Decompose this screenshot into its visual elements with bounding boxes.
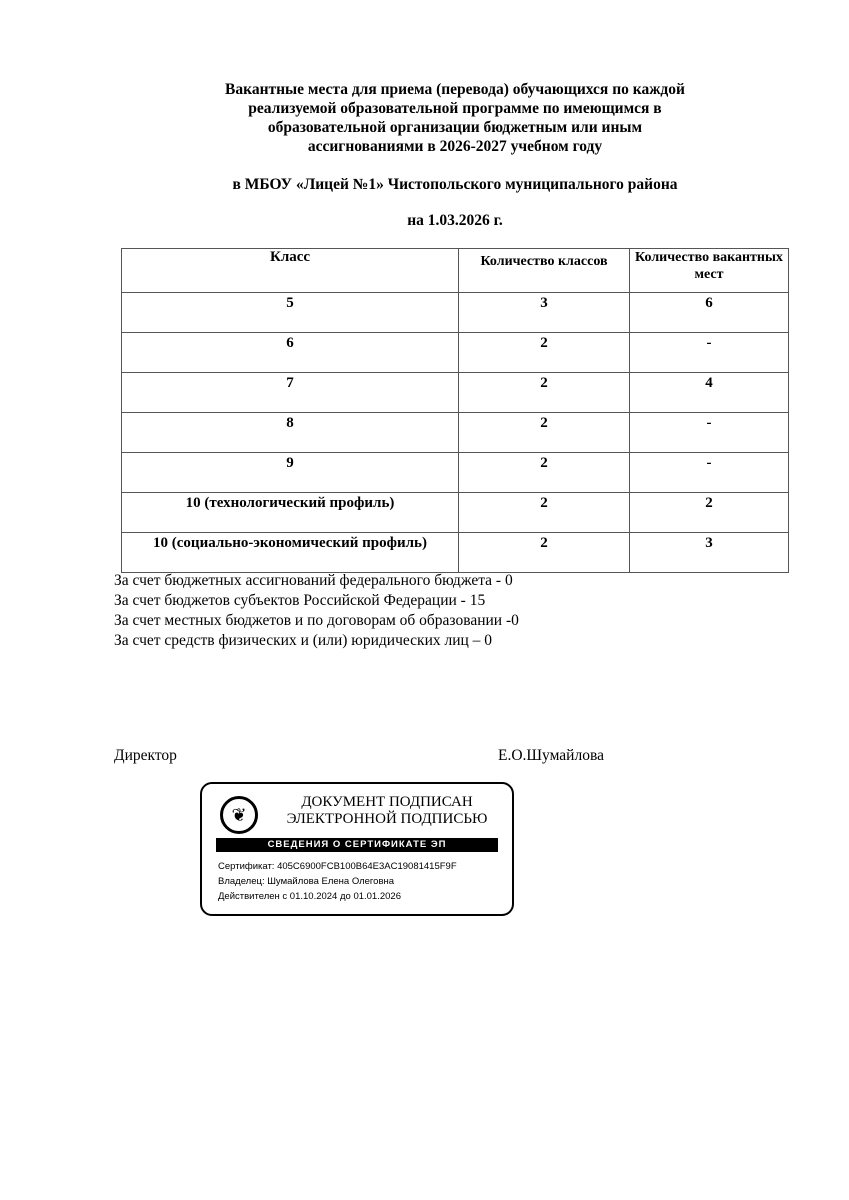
emblem-icon: ❦ — [220, 796, 258, 834]
table-row — [122, 453, 789, 493]
cell-vacancies: 2 — [630, 493, 789, 533]
cell-count: 2 — [459, 533, 630, 573]
cell-vacancies: 4 — [630, 373, 789, 413]
title-line: ассигнованиями в 2026-2027 учебном году — [307, 138, 603, 155]
funding-notes — [114, 571, 519, 651]
funding-note: За счет средств физических и (или) юридических лиц – 0 — [114, 632, 493, 649]
cell-class: 8 — [122, 413, 459, 453]
certificate-info — [218, 859, 457, 904]
signer-name: Е.О.Шумайлова — [498, 747, 604, 764]
certificate-number: Сертификат: 405C6900FCB100B64E3AC19081415F9F — [218, 861, 457, 872]
cell-vacancies: - — [630, 453, 789, 493]
certificate-validity: Действителен с 01.10.2024 до 01.01.2026 — [218, 891, 401, 902]
cell-class: 10 (социально-экономический профиль) — [122, 533, 459, 573]
cell-count: 2 — [459, 413, 630, 453]
stamp-heading — [272, 794, 502, 828]
cell-vacancies: - — [630, 333, 789, 373]
report-date: на 1.03.2026 г. — [407, 212, 503, 229]
stamp-line: ДОКУМЕНТ ПОДПИСАН — [301, 794, 473, 810]
table-row — [122, 533, 789, 573]
cell-class: 9 — [122, 453, 459, 493]
table-row — [122, 293, 789, 333]
cell-vacancies: - — [630, 413, 789, 453]
header-class: Класс — [122, 249, 459, 293]
school-name: в МБОУ «Лицей №1» Чистопольского муниципального района — [232, 176, 678, 193]
signer-position: Директор — [114, 747, 177, 764]
cell-class: 7 — [122, 373, 459, 413]
cell-count: 2 — [459, 453, 630, 493]
title-line: реализуемой образовательной программе по имеющимся в — [248, 100, 662, 117]
electronic-signature-stamp — [200, 782, 514, 916]
vacancies-table — [121, 248, 789, 573]
table-row — [122, 373, 789, 413]
table-row — [122, 493, 789, 533]
document-title — [150, 80, 760, 156]
stamp-line: ЭЛЕКТРОННОЙ ПОДПИСЬЮ — [286, 811, 488, 827]
header-vacancies: Количество вакантных мест — [630, 249, 789, 293]
cell-count: 2 — [459, 373, 630, 413]
header-class-count: Количество классов — [459, 249, 630, 293]
cell-count: 3 — [459, 293, 630, 333]
cell-class: 10 (технологический профиль) — [122, 493, 459, 533]
funding-note: За счет бюджетов субъектов Российской Федерации - 15 — [114, 592, 486, 609]
title-line: образовательной организации бюджетным или иным — [267, 119, 643, 136]
table-row — [122, 333, 789, 373]
funding-note: За счет местных бюджетов и по договорам об образовании -0 — [114, 612, 519, 629]
certificate-owner: Владелец: Шумайлова Елена Олеговна — [218, 876, 395, 887]
cell-class: 5 — [122, 293, 459, 333]
title-line: Вакантные места для приема (перевода) обучающихся по каждой — [225, 81, 685, 98]
table-row — [122, 413, 789, 453]
cell-vacancies: 6 — [630, 293, 789, 333]
cell-class: 6 — [122, 333, 459, 373]
table-header — [122, 249, 789, 293]
cell-count: 2 — [459, 333, 630, 373]
stamp-bar: СВЕДЕНИЯ О СЕРТИФИКАТЕ ЭП — [216, 838, 498, 852]
cell-count: 2 — [459, 493, 630, 533]
cell-vacancies: 3 — [630, 533, 789, 573]
funding-note: За счет бюджетных ассигнований федерального бюджета - 0 — [114, 572, 513, 589]
